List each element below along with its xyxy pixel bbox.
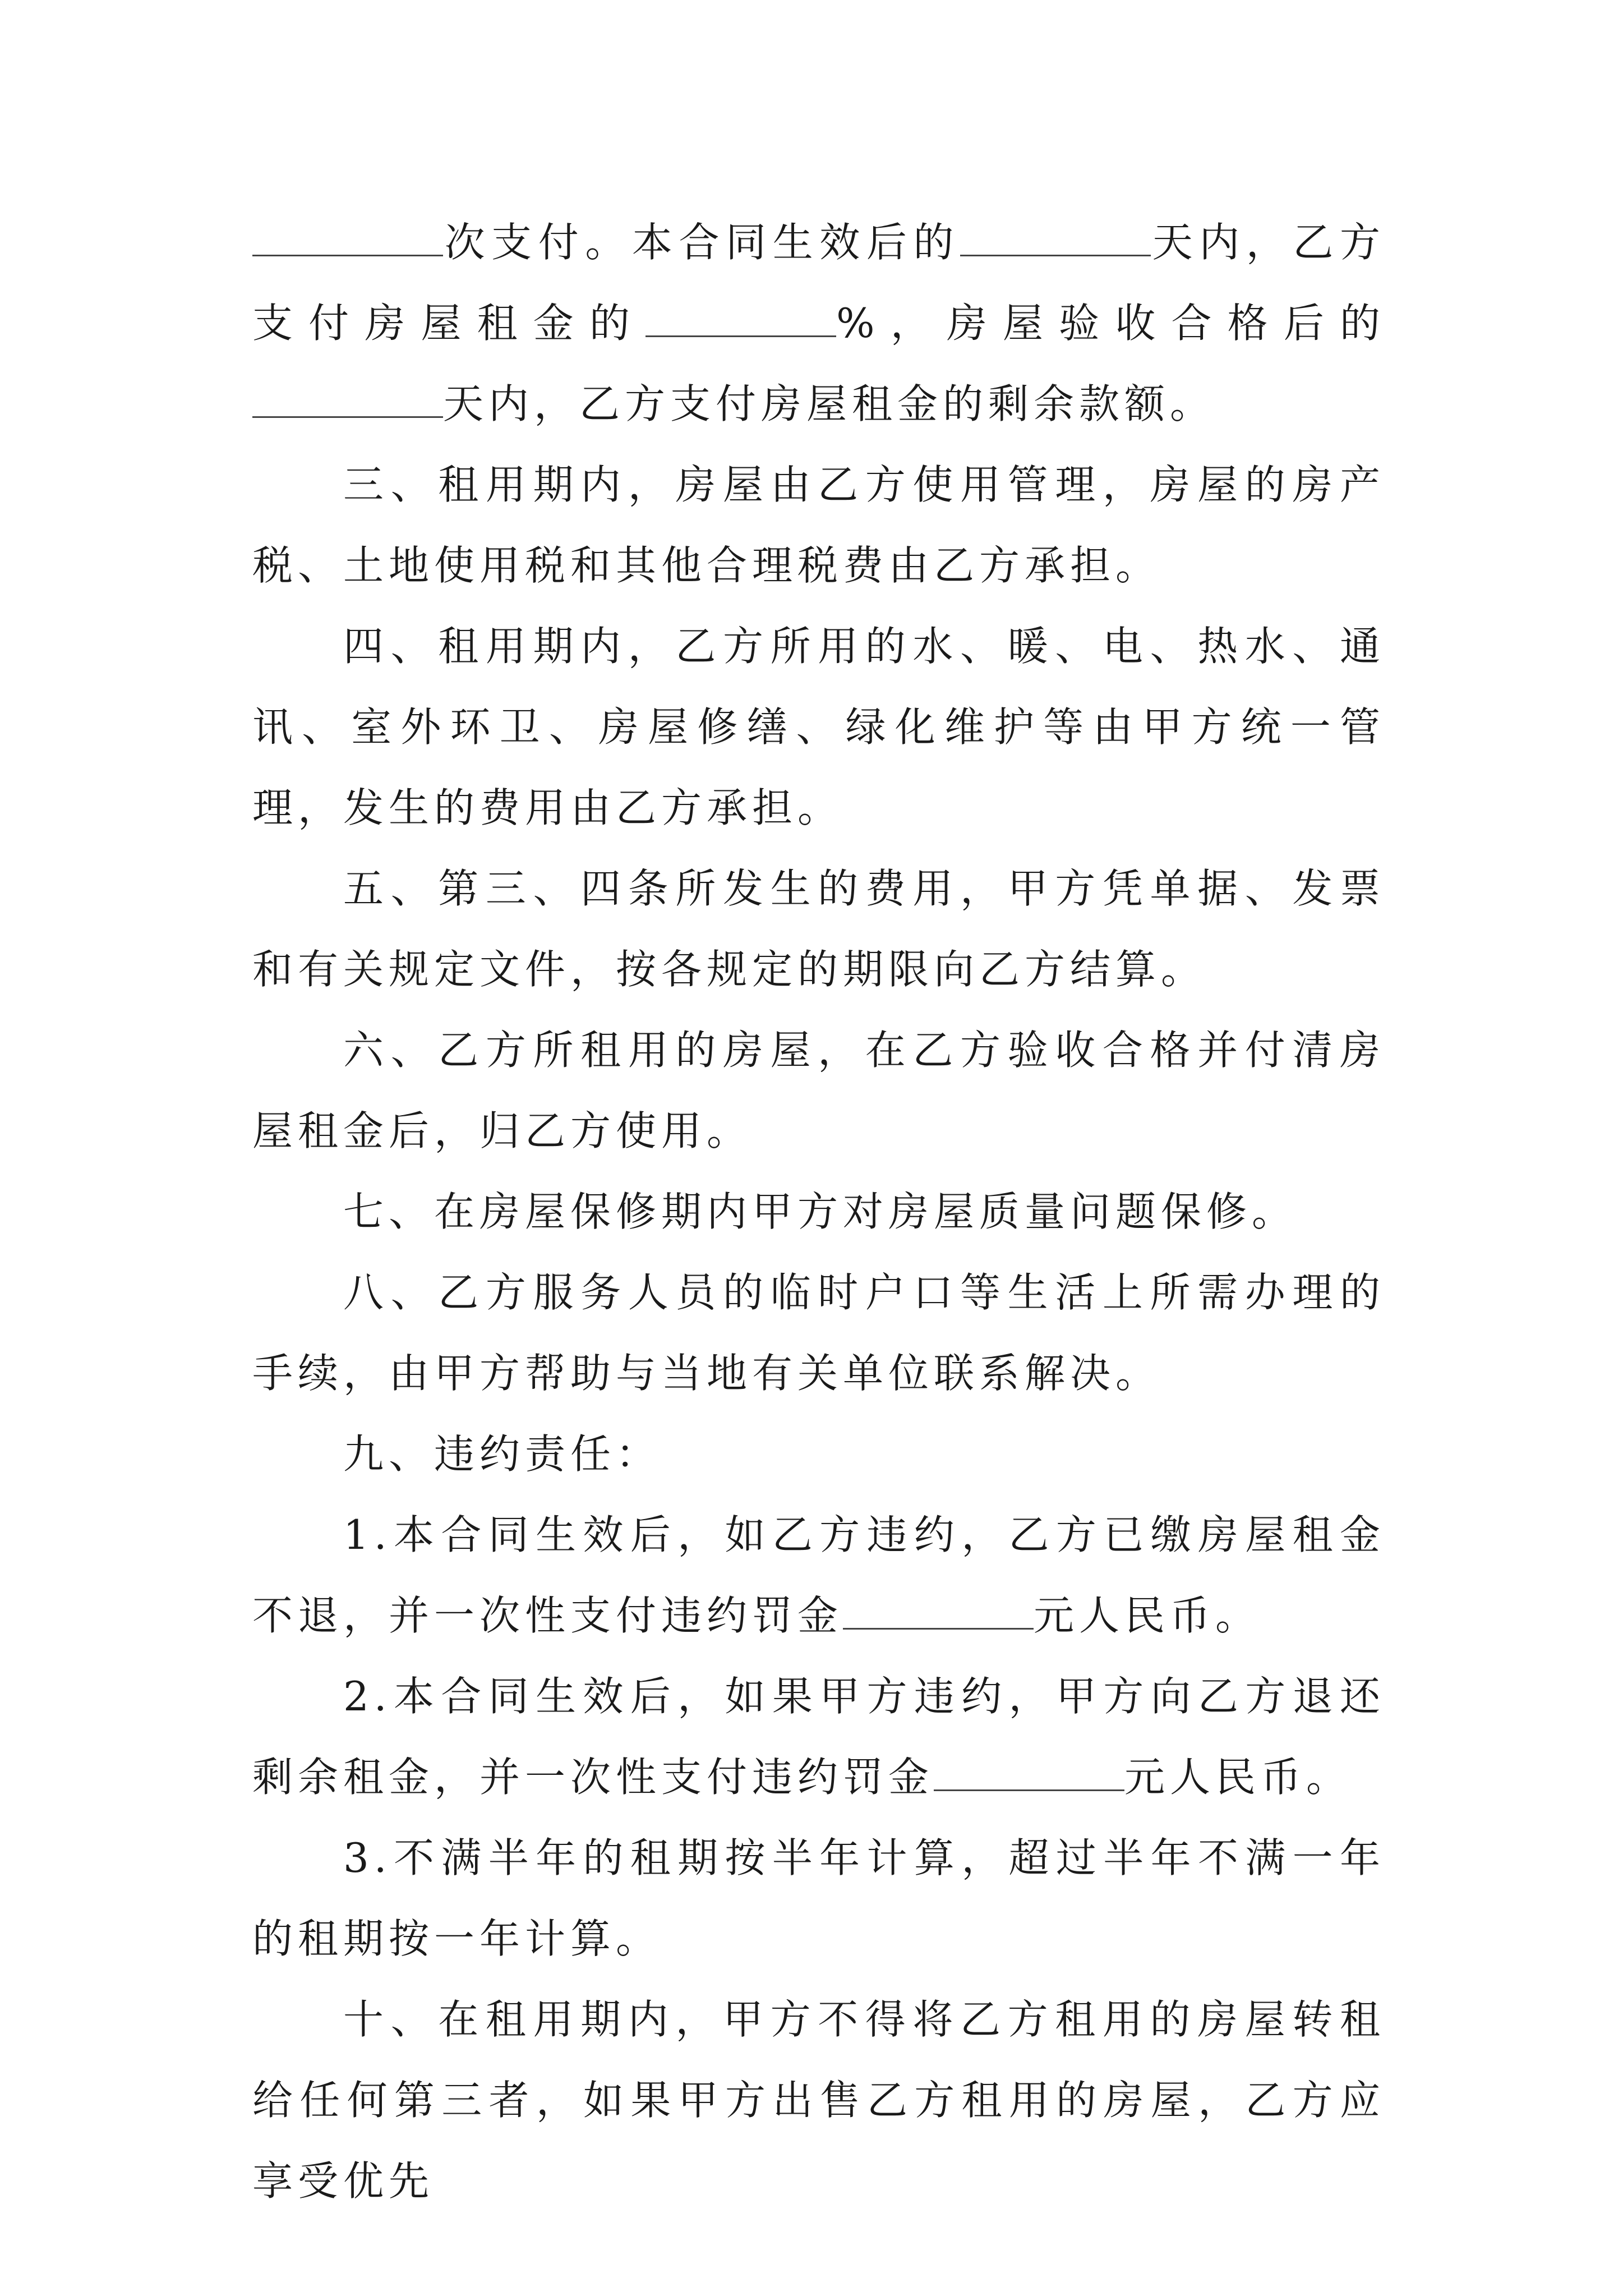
text-fragment: 元人民币。 (1034, 1592, 1261, 1639)
clause-9-item-1 (252, 1494, 1385, 1656)
blank-line (252, 222, 443, 256)
text-fragment: 天内，乙方支付房屋租金的剩余款额。 (443, 380, 1216, 427)
blank-line (252, 384, 443, 418)
text-fragment: 2.本合同生效后，如果甲方违约，甲方向乙方退还剩余租金，并一次性支付违约罚金 (252, 1673, 1385, 1801)
contract-body (252, 202, 1385, 2221)
blank-line (934, 1757, 1124, 1791)
clause-8: 八、乙方服务人员的临时户口等生活上所需办理的手续，由甲方帮助与当地有关单位联系解决。 (252, 1269, 1385, 1397)
clause-9-item-2 (252, 1656, 1385, 1818)
text-fragment: %，房屋验收合格后的 (836, 300, 1385, 347)
clause-5: 五、第三、四条所发生的费用，甲方凭单据、发票和有关规定文件，按各规定的期限向乙方结算。 (252, 865, 1385, 993)
clause-10: 十、在租用期内，甲方不得将乙方租用的房屋转租给任何第三者，如果甲方出售乙方租用的房屋，乙方应享受优先 (252, 1996, 1385, 2205)
text-fragment: 1.本合同生效后，如乙方违约，乙方已缴房屋租金不退，并一次性支付违约罚金 (252, 1511, 1385, 1639)
blank-line (645, 303, 836, 337)
clause-9-item-3: 3.不满半年的租期按半年计算，超过半年不满一年的租期按一年计算。 (252, 1834, 1385, 1962)
text-fragment: 次支付。本合同生效后的 (443, 219, 961, 266)
paragraph-payment-schedule (252, 202, 1385, 444)
blank-line (843, 1595, 1034, 1630)
blank-line (960, 222, 1151, 256)
clause-7: 七、在房屋保修期内甲方对房屋质量问题保修。 (343, 1188, 1298, 1235)
clause-6: 六、乙方所租用的房屋，在乙方验收合格并付清房屋租金后，归乙方使用。 (252, 1027, 1385, 1154)
text-fragment: 元人民币。 (1124, 1754, 1352, 1801)
clause-9-heading: 九、违约责任： (343, 1430, 662, 1478)
text-fragment: 天内，乙方支付房屋租金的 (252, 219, 1385, 347)
clause-3: 三、租用期内，房屋由乙方使用管理，房屋的房产税、土地使用税和其他合理税费由乙方承担。 (252, 461, 1385, 589)
clause-4: 四、租用期内，乙方所用的水、暖、电、热水、通讯、室外环卫、房屋修缮、绿化维护等由甲方统一管理，发生的费用由乙方承担。 (252, 623, 1385, 831)
